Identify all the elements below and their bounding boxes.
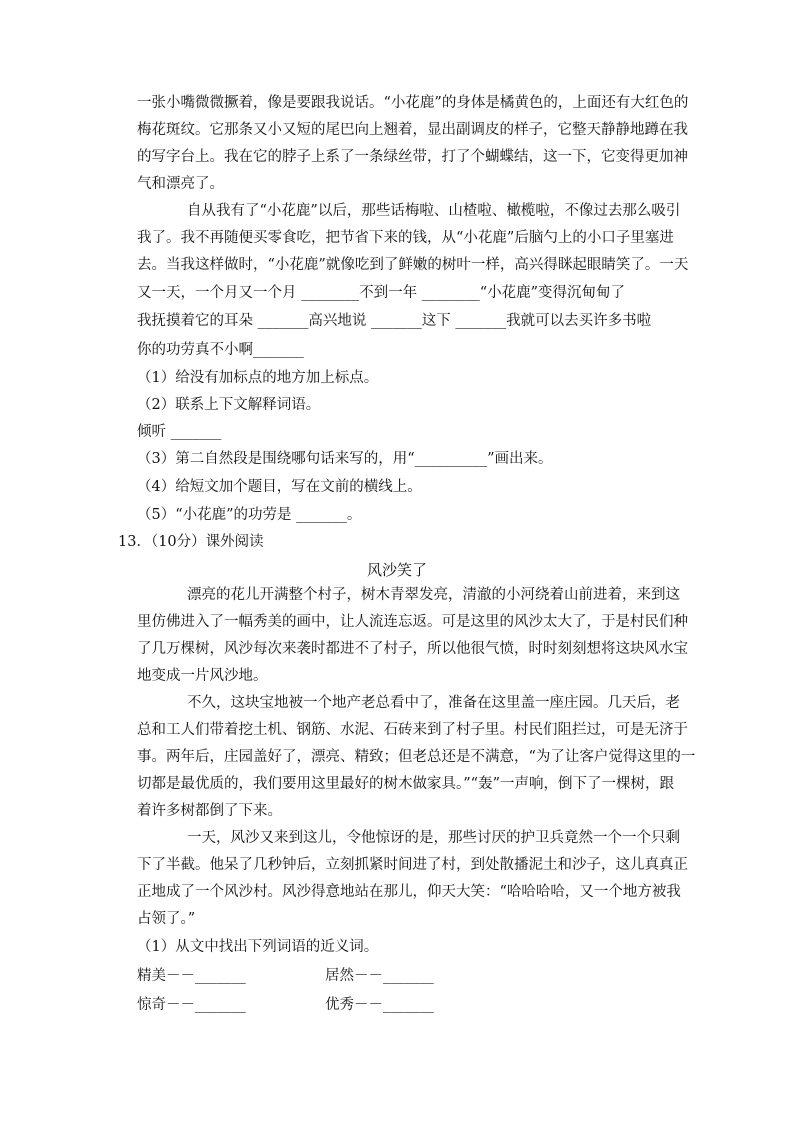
section13-line-11: 下了半截。他呆了几秒钟后，立刻抓紧时间进了村，到处散播泥土和沙子，这儿真真正 — [137, 857, 688, 873]
passage1-line-3: 的写字台上。我在它的脖子上系了一条绿丝带，打了个蝴蝶结，这一下，它变得更加神 — [137, 149, 688, 165]
section13-line-2: 里仿佛进入了一幅秀美的画中，让人流连忘返。可是这里的风沙太大了，于是村民们种 — [137, 614, 688, 630]
section13-line-13: 占领了。” — [137, 911, 196, 927]
passage1-line-10: 你的功劳真不小啊_______ — [137, 342, 304, 358]
synonym-item: 精美－－_______ — [137, 968, 246, 984]
passage1-line-1: 一张小嘴微微撅着，像是要跟我说话。“小花鹿”的身体是橘黄色的，上面还有大红色的 — [137, 95, 689, 111]
section13-line-3: 了几万棵树，风沙每次来袭时都进不了村子，所以他很气愤，时时刻刻想将这块风水宝 — [137, 641, 688, 657]
question-2: （2）联系上下文解释词语。 — [137, 397, 321, 413]
section13-line-7: 事。两年后，庄园盖好了，漂亮、精致；但老总还是不满意，“为了让客户觉得这里的一 — [137, 749, 696, 765]
synonym-item: 惊奇－－_______ — [137, 997, 246, 1013]
passage1-line-7: 去。当我这样做时，“小花鹿”就像吃到了鲜嫩的树叶一样，高兴得眯起眼睛笑了。一天 — [137, 257, 689, 273]
question-1: （1）给没有加标点的地方加上标点。 — [137, 370, 379, 386]
section13-line-4: 地变成一片风沙地。 — [137, 668, 268, 684]
synonym-item: 居然－－_______ — [325, 968, 434, 984]
section13-line-10: 一天，风沙又来到这儿，令他惊讶的是，那些讨厌的护卫兵竟然一个一个只剩 — [187, 830, 680, 846]
passage1-line-8: 又一天，一个月又一个月 ________不到一年 ________“小花鹿”变得沉甸甸了 — [137, 285, 626, 301]
passage1-line-2: 梅花斑纹。它那条又小又短的尾巴向上翘着，显出副调皮的样子，它整天静静地蹲在我 — [137, 122, 688, 138]
section-13-title: 风沙笑了 — [366, 561, 427, 579]
passage1-line-5: 自从我有了“小花鹿”以后，那些话梅啦、山楂啦、橄榄啦，不像过去那么吸引 — [187, 203, 681, 219]
section13-line-12: 正地成了一个风沙村。风沙得意地站在那儿，仰天大笑：“哈哈哈哈，又一个地方被我 — [137, 884, 681, 900]
section13-question-1: （1）从文中找出下列词语的近义词。 — [137, 939, 379, 955]
section13-line-1: 漂亮的花儿开满整个村子，树木青翠发亮，清澈的小河绕着山前进着，来到这 — [187, 587, 680, 603]
section-13-heading: 13．（10分）课外阅读 — [118, 534, 264, 550]
section13-line-5: 不久，这块宝地被一个地产老总看中了，准备在这里盖一座庄园。几天后，老 — [187, 695, 680, 711]
passage1-line-4: 气和漂亮了。 — [137, 176, 224, 192]
passage1-line-6: 我了。我不再随便买零食吃，把节省下来的钱，从“小花鹿”后脑勺上的小口子里塞进 — [137, 230, 674, 246]
section13-line-6: 总和工人们带着挖土机、钢筋、水泥、石砖来到了村子里。村民们阻拦过，可是无济于 — [137, 722, 688, 738]
question-2-term: 倾听 _______ — [137, 424, 222, 440]
synonym-item: 优秀－－_______ — [325, 997, 434, 1013]
question-3: （3）第二自然段是围绕哪句话来写的，用“__________”画出来。 — [137, 451, 553, 467]
passage1-line-9: 我抚摸着它的耳朵 _______高兴地说 _______这下 _______我就可以去买许多书啦 — [137, 313, 652, 329]
section13-line-8: 切都是最优质的，我们要用这里最好的树木做家具。”“轰”一声响，倒下了一棵树，跟 — [137, 776, 674, 792]
section13-line-9: 着许多树都倒了下来。 — [137, 803, 282, 819]
question-4: （4）给短文加个题目，写在文前的横线上。 — [137, 479, 422, 495]
question-5: （5）“小花鹿”的功劳是 _______。 — [137, 507, 362, 523]
